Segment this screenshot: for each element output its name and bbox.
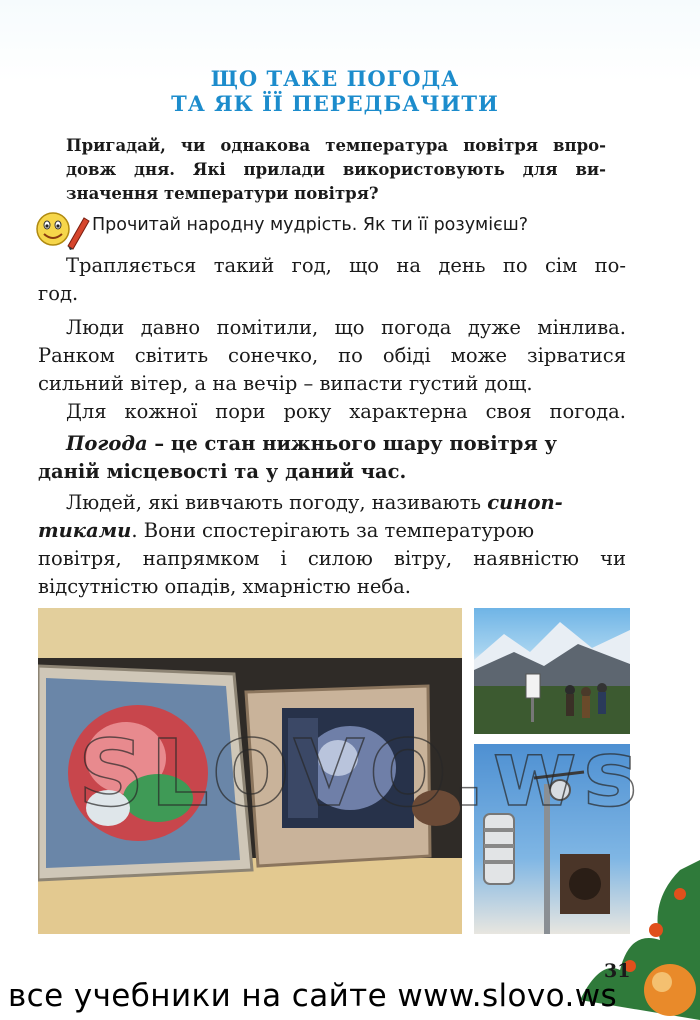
task-instruction: Прочитай народну мудрість. Як ти її розумієш? bbox=[92, 215, 529, 235]
paragraph3-line1-start: Людей, які вивчають погоду, називають bbox=[66, 491, 488, 514]
mountain-station-illustration bbox=[474, 608, 630, 734]
paragraph3-line3: повітря, напрямком і силою вітру, наявністю чи bbox=[38, 547, 626, 570]
page-title-line1: ЩО ТАКЕ ПОГОДА bbox=[210, 66, 460, 91]
paragraph3-line1 bbox=[66, 489, 626, 517]
paragraph2-line1: Для кожної пори року характерна своя погода. bbox=[66, 400, 626, 423]
synoptic-term-part1: синоп- bbox=[487, 491, 563, 514]
weather-monitors-photo bbox=[38, 608, 462, 934]
paragraph3-line2 bbox=[38, 517, 626, 545]
proverb-line2: год. bbox=[38, 282, 79, 305]
smiley-pencil-icon bbox=[34, 208, 90, 250]
definition-term: Погода bbox=[66, 432, 148, 455]
definition-line2: даній місцевості та у даний час. bbox=[38, 460, 407, 483]
footer-banner: все учебники на сайте www.slovo.ws bbox=[8, 978, 618, 1014]
definition-line1-rest: – це стан нижнього шару повітря у bbox=[147, 432, 558, 455]
proverb-line1: Трапляється такий год, що на день по сім по- bbox=[66, 254, 626, 277]
definition-line1 bbox=[66, 430, 626, 458]
mountain-station-photo bbox=[474, 608, 630, 734]
paragraph1-line2: Ранком світить сонечко, по обіді може зірватися bbox=[38, 344, 626, 367]
weather-monitors-illustration bbox=[38, 608, 462, 934]
question-line3: значення температури повітря? bbox=[66, 184, 379, 203]
synoptic-term-part2: тиками bbox=[38, 519, 132, 542]
paragraph3-line4: відсутністю опадів, хмарністю неба. bbox=[38, 575, 411, 598]
question-line2: довж дня. Які прилади використовують для ви- bbox=[66, 160, 606, 179]
paragraph1-line3: сильний вітер, а на вечір – випасти густий дощ. bbox=[38, 372, 533, 395]
paragraph1-line1: Люди давно помітили, що погода дуже мінлива. bbox=[66, 316, 626, 339]
paragraph3-line2-rest: . Вони спостерігають за температурою bbox=[131, 519, 535, 542]
question-line1: Пригадай, чи однакова температура повітря впро- bbox=[66, 136, 606, 155]
page-number: 31 bbox=[604, 960, 631, 982]
page-title-line2: ТА ЯК ЇЇ ПЕРЕДБАЧИТИ bbox=[171, 91, 499, 116]
